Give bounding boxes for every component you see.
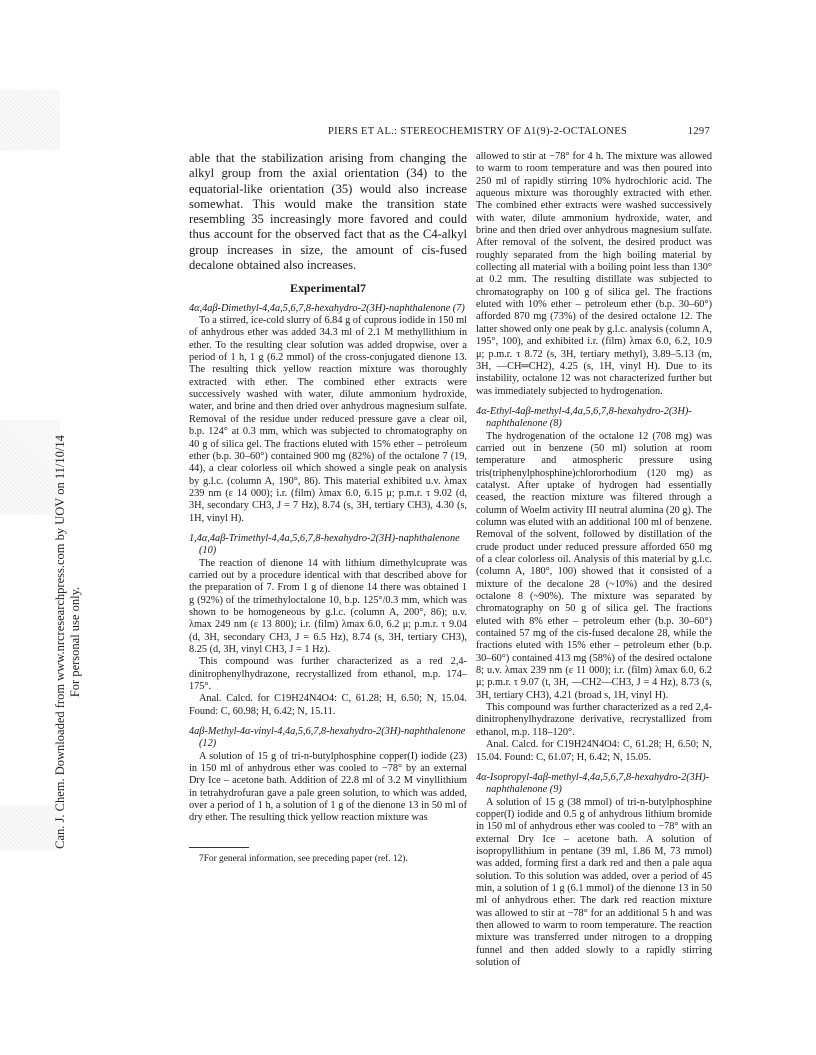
left-column xyxy=(189,151,467,865)
paragraph-compound-12: A solution of 15 g of tri-n-butylphosphine copper(I) iodide (23) in 150 ml of anhydrous ether was cooled to −78° by an external Dry Ice – acetone bath. Addition of 22.8 ml of 3.2 M vinyllithium in tetrahydrofuran gave a pale green solution, to which was added, over a period of 1 h, a solution of 1 g of the dienone 13 in 50 ml of dry ether. The resulting thick yellow reaction mixture was xyxy=(189,750,467,824)
compound-heading-10: 1,4α,4aβ-Trimethyl-4,4a,5,6,7,8-hexahydro-2(3H)-naphthalenone (10) xyxy=(189,532,460,557)
intro-paragraph: able that the stabilization arising from changing the alkyl group from the axial orientation (34) to the equatorial-like orientation (35) would also increase somewhat. This would make the transition state resembling 35 increasingly more favored and could thus account for the observed fact that as the C4-alkyl group increases in size, the amount of cis-fused decalone obtained also increases. xyxy=(189,151,467,273)
footnote-rule xyxy=(189,847,249,848)
watermark-line-2: For personal use only. xyxy=(68,586,82,698)
section-heading-experimental: Experimental7 xyxy=(290,281,366,296)
running-title: PIERS ET AL.: STEREOCHEMISTRY OF Δ1(9)-2-OCTALONES xyxy=(328,126,628,137)
watermark-line-1: Can. J. Chem. Downloaded from www.nrcresearchpress.com by UOV on 11/10/14 xyxy=(53,435,67,849)
scan-artifact xyxy=(0,420,60,515)
download-watermark xyxy=(53,432,97,852)
compound-heading-9: 4α-Isopropyl-4aβ-methyl-4,4a,5,6,7,8-hexahydro-2(3H)-naphthalenone (9) xyxy=(476,771,710,796)
compound-heading-7: 4α,4aβ-Dimethyl-4,4a,5,6,7,8-hexahydro-2(3H)-naphthalenone (7) xyxy=(189,302,465,314)
paragraph-compound-8-analysis: Anal. Calcd. for C19H24N4O4: C, 61.28; H, 6.50; N, 15.04. Found: C, 61.07; H, 6.42; N, 15.05. xyxy=(476,739,712,763)
compound-heading-12: 4aβ-Methyl-4α-vinyl-4,4a,5,6,7,8-hexahydro-2(3H)-naphthalenone (12) xyxy=(189,726,466,750)
paragraph-compound-8: The hydrogenation of the octalone 12 (708 mg) was carried out in benzene (50 ml) solution at room temperature and atmospheric pressure using tris(triphenylphosphine)chlororhodium (120 mg) as catalyst. After uptake of hydrogen had essentially ceased, the reaction mixture was filtered through a column of Woelm activity III neutral alumina (20 g). The column was eluted with an additional 100 ml of benzene. Removal of the solvent, followed by distillation of the crude product under reduced pressure afforded 650 mg of a clear colorless oil. Analysis of this material by g.l.c. (column A, 180°, 100) showed that it consisted of a mixture of the decalone 28 (~10%) and the desired octalone 8 (~90%). The mixture was separated by chromatography on 50 g of silica gel. The fractions eluted with 8% ether – petroleum ether (b.p. 30–60°) contained 57 mg of the cis-fused decalone 28, while the fractions eluted with 15% ether – petroleum ether (b.p. 30–60°) contained 413 mg (58%) of the desired octalone 8; u.v. λmax 239 nm (ε 11 000); i.r. (film) λmax 6.0, 6.2 μ; p.m.r. τ 9.07 (t, 3H, —CH2—CH3, J = 4 Hz), 8.73 (s, 3H, tertiary CH3), 4.21 (broad s, 1H, vinyl H). xyxy=(476,430,712,701)
paragraph-compound-8-derivative: This compound was further characterized as a red 2,4-dinitrophenylhydrazone derivative, recrystallized from ethanol, m.p. 118–120°. xyxy=(476,702,712,738)
paragraph-compound-10-analysis: Anal. Calcd. for C19H24N4O4: C, 61.28; H, 6.50; N, 15.04. Found: C, 60.98; H, 6.42; N, 15.11. xyxy=(189,693,467,717)
page-number: 1297 xyxy=(687,126,710,137)
paragraph-compound-9: A solution of 15 g (38 mmol) of tri-n-butylphosphine copper(I) iodide and 0.5 g of anhydrous lithium bromide in 150 ml of anhydrous ether was cooled to −78° with an external Dry Ice – acetone bath. A solution of isopropyllithium in pentane (39 ml, 1.86 M, 73 mmol) was added, forming first a dark red and then a pale aqua solution. To this solution was added, over a period of 45 min, a solution of 1 g (6.1 mmol) of the dienone 13 in 50 ml of anhydrous ether. The dark red reaction mixture was allowed to stir at −78° for an additional 5 h and was then allowed to warm to room temperature. The reaction mixture was transferred under nitrogen to a dropping funnel and then added slowly to a rapidly stirring solution of xyxy=(476,796,712,968)
right-column xyxy=(476,151,712,969)
compound-heading-8: 4α-Ethyl-4aβ-methyl-4,4a,5,6,7,8-hexahydro-2(3H)-naphthalenone (8) xyxy=(476,405,692,430)
paragraph-compound-7: To a stirred, ice-cold slurry of 6.84 g of cuprous iodide in 150 ml of anhydrous ether was added 34.3 ml of 2.1 M methyllithium in ether. To the resulting clear solution was added dropwise, over a period of 1 h, 1 g (6.2 mmol) of the cross-conjugated dienone 13. The resulting thick yellow reaction mixture was thoroughly extracted with ether. The combined ether extracts were successively washed with water, dilute ammonium hydroxide, water, and brine and then dried over anhydrous magnesium sulfate. Removal of the residue under reduced pressure gave a clear oil, b.p. 124° at 0.3 mm, which was subjected to chromatography on 40 g of silica gel. The fractions eluted with 15% ether – petroleum ether (b.p. 30–60°) contained 900 mg (82%) of the octalone 7 (19, 44), a clear colorless oil which showed a single peak on analysis by g.l.c. (column A, 190°, 86). This material exhibited u.v. λmax 239 nm (ε 14 000); i.r. (film) λmax 6.0, 6.15 μ; p.m.r. τ 9.02 (d, 3H, secondary CH3, J = 7 Hz), 8.74 (s, 3H, tertiary CH3), 4.30 (s, 1H, vinyl H). xyxy=(189,315,467,524)
paragraph-compound-10: The reaction of dienone 14 with lithium dimethylcuprate was carried out by a procedure identical with that described above for the preparation of 7. From 1 g of dienone 14 there was obtained 1 g (92%) of the trimethyloctalone 10, b.p. 125°/0.3 mm, which was shown to be homogeneous by g.l.c. (column A, 200°, 86); u.v. λmax 249 nm (ε 13 800); i.r. (film) λmax 6.0, 6.2 μ; p.m.r. τ 9.04 (d, 3H, secondary CH3, J = 6.5 Hz), 8.74 (s, 3H, tertiary CH3), 8.25 (d, 3H, vinyl CH3, J = 1 Hz). xyxy=(189,557,467,655)
scan-artifact xyxy=(0,805,60,850)
scan-artifact xyxy=(0,90,60,150)
paragraph-compound-12-cont: allowed to stir at −78° for 4 h. The mixture was allowed to warm to room temperature and was then poured into 250 ml of rapidly stirring 10% hydrochloric acid. The aqueous mixture was thoroughly extracted with ether. The combined ether extracts were washed successively with water, dilute ammonium hydroxide, water, and brine and then dried over anhydrous magnesium sulfate. After removal of the solvent, the desired product was roughly separated from the high boiling material by collecting all material with a boiling point less than 130° at 0.2 mm. The resulting distillate was subjected to chromatography on 100 g of silica gel. The fractions eluted with 10% ether – petroleum ether (b.p. 30–60°) afforded 870 mg (73%) of the desired octalone 12. The latter showed only one peak by g.l.c. analysis (column A, 195°, 100), and exhibited i.r. (film) λmax 6.0, 6.2, 10.9 μ; p.m.r. τ 8.72 (s, 3H, tertiary methyl), 3.89–5.13 (m, 3H, —CH═CH2), 4.25 (s, 1H, vinyl H). Due to its instability, octalone 12 was not characterized further but was immediately subjected to hydrogenation. xyxy=(476,151,712,397)
footnote: 7For general information, see preceding paper (ref. 12). xyxy=(199,853,408,864)
paragraph-compound-10-derivative: This compound was further characterized as a red 2,4-dinitrophenylhydrazone, recrystallized from ethanol, m.p. 174–175°. xyxy=(189,656,467,693)
